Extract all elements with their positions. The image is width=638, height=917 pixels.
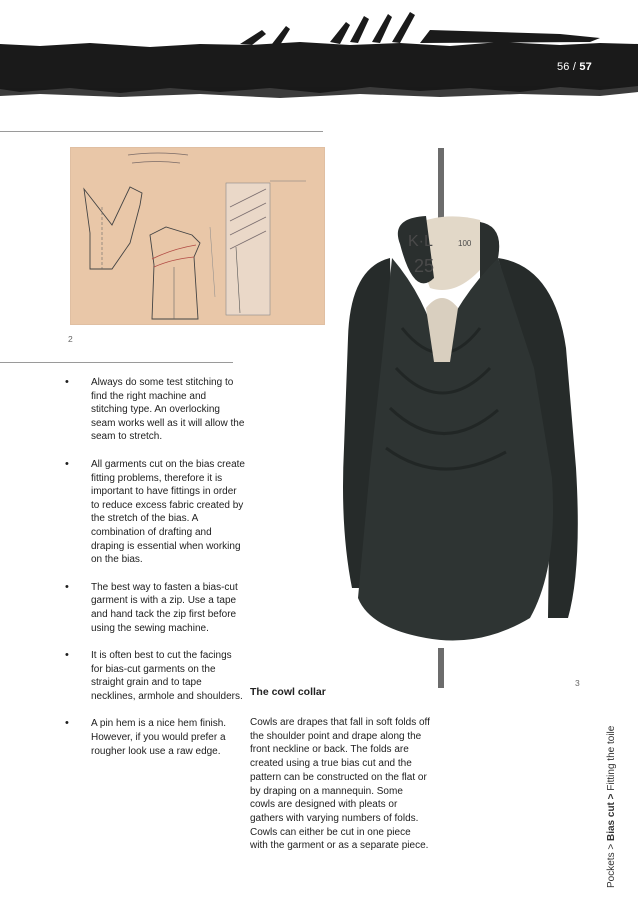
breadcrumb-separator: > xyxy=(606,841,617,853)
pattern-drawing xyxy=(70,147,325,325)
list-item: • A pin hem is a nice hem finish. However, if you would prefer a rougher look use a raw edge. xyxy=(65,717,245,758)
middle-rule xyxy=(0,362,233,363)
list-item: • The best way to fasten a bias-cut garment is with a zip. Use a tape and hand tack the zip first before using the sewing machine. xyxy=(65,581,245,635)
page-number xyxy=(557,61,592,73)
list-item: • Always do some test stitching to find the right machine and stitching type. An overlocking seam works well as it will allow the seam to stretch. xyxy=(65,376,245,444)
figure-3-caption: 3 xyxy=(575,678,580,688)
section-body: Cowls are drapes that fall in soft folds off the shoulder point and drape along the front neckline or back. The folds are created using a true bias cut and the pattern can be constructed on the flat or by draping on a mannequin. Some cowls are designed with pleats or gathers with varying numbers of folds. Cowls can either be cut in one piece with the garment or as a separate piece. xyxy=(250,717,430,852)
page-separator: / xyxy=(569,61,580,73)
mannequin-label-size: 25 xyxy=(414,256,435,276)
list-item: • All garments cut on the bias create fitting problems, therefore it is important to have fittings in order to reduce excess fabric created by the stretch of the bias. A combination of drafting and draping is essential when working on the bias. xyxy=(65,458,245,567)
figure-2-caption: 2 xyxy=(68,334,73,344)
pattern-sketch-figure xyxy=(70,147,325,325)
mannequin-label-kl: K·L xyxy=(408,233,433,250)
header-banner xyxy=(0,0,638,100)
breadcrumb-item-bias-cut: Bias cut xyxy=(606,802,617,842)
top-rule xyxy=(0,131,323,132)
tips-list xyxy=(65,376,245,772)
breadcrumb xyxy=(606,726,617,888)
list-item: • It is often best to cut the facings for bias-cut garments on the straight grain and to tape necklines, armhole and shoulders. xyxy=(65,649,245,703)
breadcrumb-item-fitting: Fitting the toile xyxy=(606,725,617,791)
section-title: The cowl collar xyxy=(250,686,326,698)
page-next: 57 xyxy=(579,61,592,73)
page-current: 56 xyxy=(556,61,570,73)
mannequin-label-number: 100 xyxy=(458,239,472,248)
breadcrumb-separator: > xyxy=(606,790,617,803)
breadcrumb-item-pockets: Pockets xyxy=(606,852,617,888)
cowl-garment-photo xyxy=(330,148,592,688)
